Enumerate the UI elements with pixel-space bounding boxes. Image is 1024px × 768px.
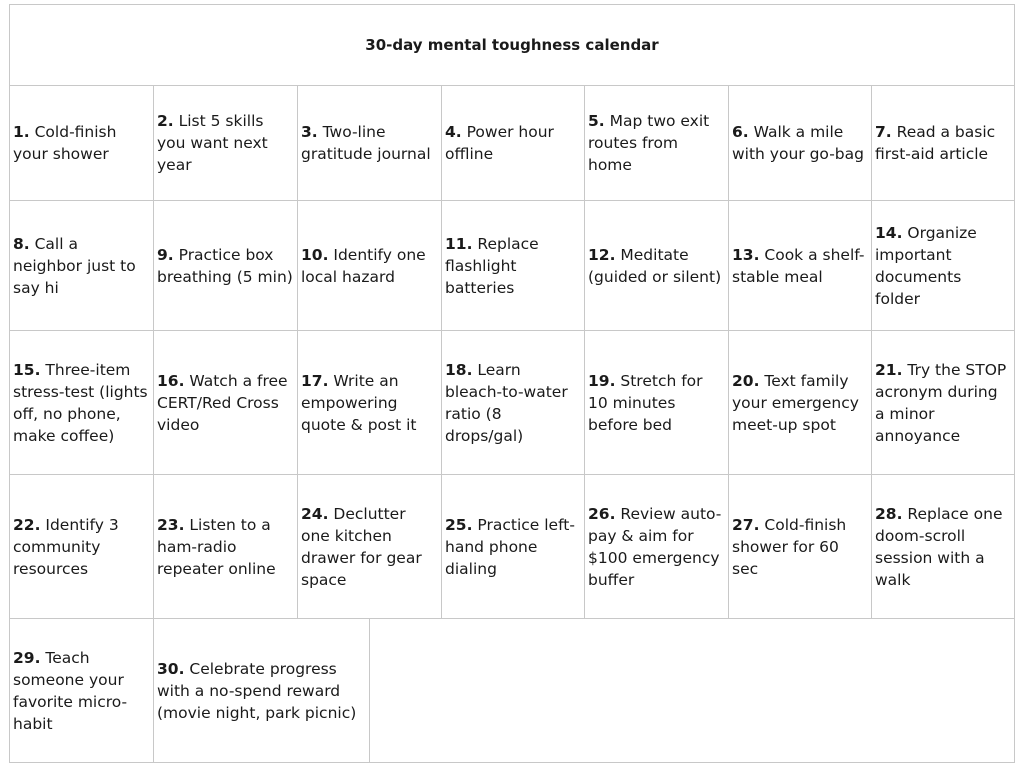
- day-task: Replace one doom-scroll session with a walk: [875, 504, 1003, 589]
- day-task: Review auto-pay & aim for $100 emergency buffer: [588, 504, 722, 589]
- day-cell-29: [10, 619, 154, 762]
- day-cell-28: [872, 475, 1014, 618]
- day-cell-15: [10, 331, 154, 474]
- day-number: 8.: [13, 234, 30, 253]
- day-cell-1: [10, 85, 154, 200]
- day-cell-19: [585, 331, 729, 474]
- day-cell-11: [442, 201, 585, 330]
- day-task: Write an empowering quote & post it: [301, 371, 417, 434]
- day-task: Celebrate progress with a no-spend reward (movie night, park picnic): [157, 659, 357, 722]
- day-task: Listen to a ham-radio repeater online: [157, 515, 276, 578]
- calendar-title: 30-day mental toughness calendar: [365, 36, 659, 54]
- day-number: 23.: [157, 515, 185, 534]
- day-task: Map two exit routes from home: [588, 111, 710, 174]
- day-number: 2.: [157, 111, 174, 130]
- day-cell-7: [872, 85, 1014, 200]
- day-task: Replace flashlight batteries: [445, 234, 539, 297]
- day-task: List 5 skills you want next year: [157, 111, 268, 174]
- day-cell-13: [729, 201, 872, 330]
- day-task: Text family your emergency meet-up spot: [732, 371, 859, 434]
- day-task: Identify one local hazard: [301, 245, 426, 286]
- day-task: Practice box breathing (5 min): [157, 245, 293, 286]
- day-cell-9: [154, 201, 298, 330]
- day-number: 17.: [301, 371, 329, 390]
- day-task: Stretch for 10 minutes before bed: [588, 371, 703, 434]
- day-number: 26.: [588, 504, 616, 523]
- day-number: 9.: [157, 245, 174, 264]
- day-cell-30: [154, 619, 370, 762]
- day-cell-25: [442, 475, 585, 618]
- day-cell-10: [298, 201, 442, 330]
- day-number: 22.: [13, 515, 41, 534]
- day-number: 3.: [301, 122, 318, 141]
- day-cell-22: [10, 475, 154, 618]
- day-number: 7.: [875, 122, 892, 141]
- calendar-table: [9, 4, 1015, 763]
- day-task: Two-line gratitude journal: [301, 122, 431, 163]
- day-cell-2: [154, 85, 298, 200]
- day-task: Call a neighbor just to say hi: [13, 234, 136, 297]
- day-number: 30.: [157, 659, 185, 678]
- empty-cell: [370, 619, 1014, 762]
- day-number: 27.: [732, 515, 760, 534]
- week-row-5: [10, 619, 1014, 762]
- day-cell-17: [298, 331, 442, 474]
- day-number: 15.: [13, 360, 41, 379]
- day-task: Meditate (guided or silent): [588, 245, 722, 286]
- day-task: Declutter one kitchen drawer for gear space: [301, 504, 422, 589]
- day-cell-16: [154, 331, 298, 474]
- day-number: 21.: [875, 360, 903, 379]
- day-cell-6: [729, 85, 872, 200]
- day-task: Power hour offline: [445, 122, 554, 163]
- week-row-1: [10, 85, 1014, 201]
- day-cell-3: [298, 85, 442, 200]
- day-number: 14.: [875, 223, 903, 242]
- week-row-2: [10, 201, 1014, 331]
- day-number: 29.: [13, 648, 41, 667]
- day-cell-21: [872, 331, 1014, 474]
- day-number: 20.: [732, 371, 760, 390]
- day-number: 18.: [445, 360, 473, 379]
- day-task: Cold-finish shower for 60 sec: [732, 515, 847, 578]
- day-cell-12: [585, 201, 729, 330]
- day-number: 6.: [732, 122, 749, 141]
- day-task: Try the STOP acronym during a minor annoyance: [875, 360, 1007, 445]
- day-number: 5.: [588, 111, 605, 130]
- day-number: 13.: [732, 245, 760, 264]
- day-number: 25.: [445, 515, 473, 534]
- day-cell-8: [10, 201, 154, 330]
- day-cell-24: [298, 475, 442, 618]
- day-number: 16.: [157, 371, 185, 390]
- day-number: 11.: [445, 234, 473, 253]
- day-task: Read a basic first-aid article: [875, 122, 996, 163]
- day-task: Organize important documents folder: [875, 223, 977, 308]
- day-cell-27: [729, 475, 872, 618]
- day-cell-26: [585, 475, 729, 618]
- day-number: 28.: [875, 504, 903, 523]
- week-row-4: [10, 475, 1014, 619]
- day-number: 4.: [445, 122, 462, 141]
- day-task: Practice left-hand phone dialing: [445, 515, 575, 578]
- day-number: 19.: [588, 371, 616, 390]
- day-task: Identify 3 community resources: [13, 515, 119, 578]
- day-cell-23: [154, 475, 298, 618]
- day-number: 10.: [301, 245, 329, 264]
- day-number: 1.: [13, 122, 30, 141]
- day-task: Cold-finish your shower: [13, 122, 117, 163]
- day-cell-14: [872, 201, 1014, 330]
- day-task: Watch a free CERT/Red Cross video: [157, 371, 288, 434]
- title-row: [10, 5, 1014, 86]
- day-cell-18: [442, 331, 585, 474]
- day-cell-5: [585, 85, 729, 200]
- day-task: Teach someone your favorite micro-habit: [13, 648, 128, 733]
- day-cell-4: [442, 85, 585, 200]
- day-number: 24.: [301, 504, 329, 523]
- day-task: Learn bleach-to-water ratio (8 drops/gal): [445, 360, 568, 445]
- week-row-3: [10, 331, 1014, 475]
- day-task: Three-item stress-test (lights off, no phone, make coffee): [13, 360, 148, 445]
- day-number: 12.: [588, 245, 616, 264]
- day-task: Walk a mile with your go-bag: [732, 122, 864, 163]
- day-cell-20: [729, 331, 872, 474]
- day-task: Cook a shelf-stable meal: [732, 245, 865, 286]
